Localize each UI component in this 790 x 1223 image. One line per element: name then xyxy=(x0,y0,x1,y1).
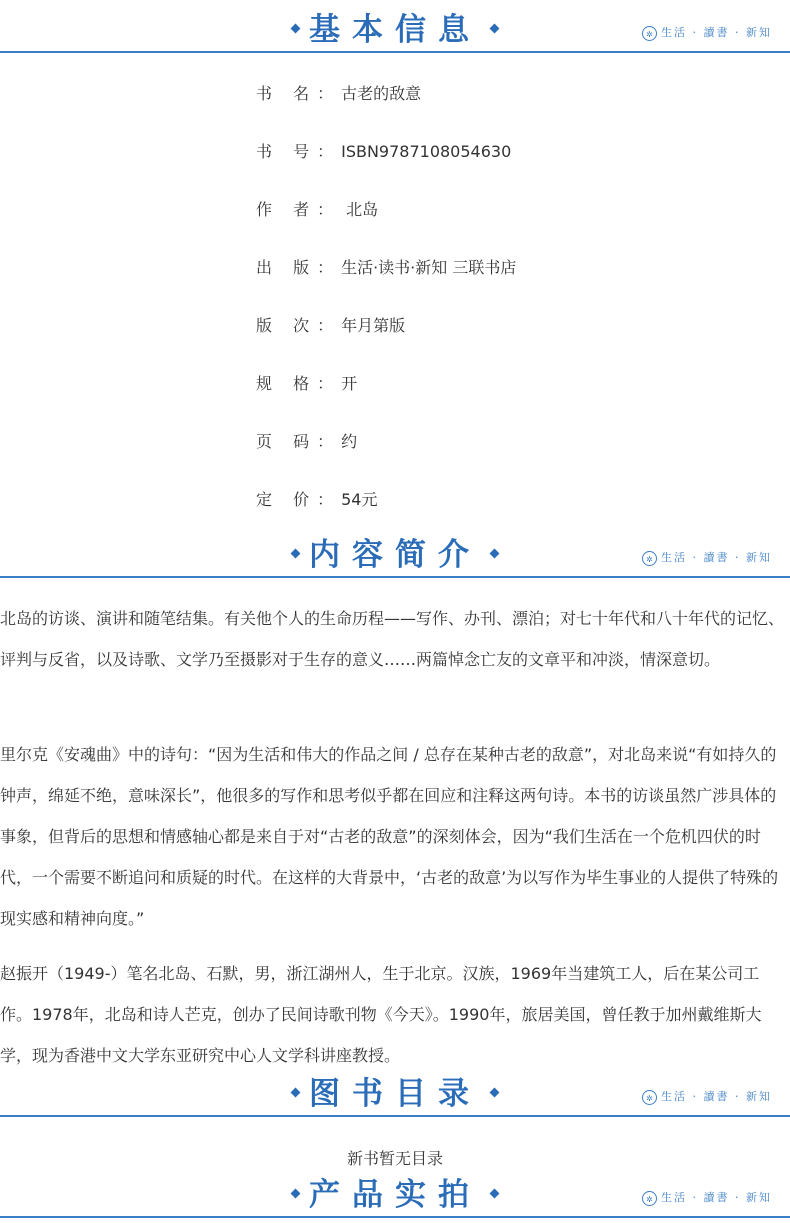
section-title: 内容简介 xyxy=(0,536,790,574)
diamond-icon xyxy=(291,549,301,559)
section-divider xyxy=(0,576,790,578)
info-row-publisher: 出 版：生活·读书·新知 三联书店 xyxy=(256,258,517,277)
section-title: 图书目录 xyxy=(0,1075,790,1113)
info-row-edition: 版 次：年月第版 xyxy=(256,316,406,335)
book-info-list xyxy=(256,82,516,546)
section-header-toc xyxy=(0,1071,790,1117)
info-row-author: 作 者： 北岛 xyxy=(256,200,379,219)
info-row-pages: 页 码：约 xyxy=(256,432,358,451)
diamond-icon xyxy=(490,1189,500,1199)
summary-paragraph-2: 里尔克《安魂曲》中的诗句：“因为生活和伟大的作品之间 / 总存在某种古老的敌意”，对北岛来说“有如持久的钟声，绵延不绝，意味深长”，他很多的写作和思考似乎都在回应和注释这两句诗。本书的访谈虽然广涉具体的事象，但背后的思想和情感轴心都是来自于对“古老的敌意”的深刻体会，因为“我们生活在一个危机四伏的时代，一个需要不断追问和质疑的时代。在这样的大背景中，‘古老的敌意’为以写作为毕生事业的人提供了特殊的现实感和精神向度。” xyxy=(0,745,779,928)
section-divider xyxy=(0,1115,790,1117)
publisher-logo-icon: ✲ xyxy=(642,551,657,566)
diamond-icon xyxy=(490,1088,500,1098)
publisher-logo-icon: ✲ xyxy=(642,26,657,41)
publisher-logo-icon: ✲ xyxy=(642,1090,657,1105)
brand-mark: ✲ 生活 · 讀書 · 新知 xyxy=(642,24,772,41)
section-divider xyxy=(0,1216,790,1218)
section-header-photos xyxy=(0,1172,790,1218)
diamond-icon xyxy=(291,1088,301,1098)
info-row-price: 定 价：54元 xyxy=(256,490,378,509)
info-row-isbn: 书 号：ISBN9787108054630 xyxy=(256,142,512,161)
info-row-title: 书 名：古老的敌意 xyxy=(256,84,422,103)
section-divider xyxy=(0,51,790,53)
publisher-logo-icon: ✲ xyxy=(642,1191,657,1206)
brand-mark: ✲ 生活 · 讀書 · 新知 xyxy=(642,549,772,566)
section-header-basic-info xyxy=(0,7,790,53)
section-header-summary xyxy=(0,532,790,578)
section-title: 基本信息 xyxy=(0,11,790,49)
diamond-icon xyxy=(291,24,301,34)
summary-paragraph-3: 赵振开（1949-）笔名北岛、石默，男，浙江湖州人，生于北京。汉族，1969年当建筑工人，后在某公司工作。1978年，北岛和诗人芒克，创办了民间诗歌刊物《今天》。1990年，旅居美国，曾任教于加州戴维斯大学，现为香港中文大学东亚研究中心人文学科讲座教授。 xyxy=(0,964,762,1065)
diamond-icon xyxy=(291,1189,301,1199)
toc-empty-message: 新书暂无目录 xyxy=(346,1149,443,1168)
summary-paragraph-1: 北岛的访谈、演讲和随笔结集。有关他个人的生命历程——写作、办刊、漂泊；对七十年代和八十年代的记忆、评判与反省，以及诗歌、文学乃至摄影对于生存的意义……两篇悼念亡友的文章平和冲淡，情深意切。 xyxy=(0,609,785,669)
diamond-icon xyxy=(490,549,500,559)
brand-mark: ✲ 生活 · 讀書 · 新知 xyxy=(642,1189,772,1206)
section-title: 产品实拍 xyxy=(0,1176,790,1214)
diamond-icon xyxy=(490,24,500,34)
brand-mark: ✲ 生活 · 讀書 · 新知 xyxy=(642,1088,772,1105)
info-row-format: 规 格：开 xyxy=(256,374,358,393)
